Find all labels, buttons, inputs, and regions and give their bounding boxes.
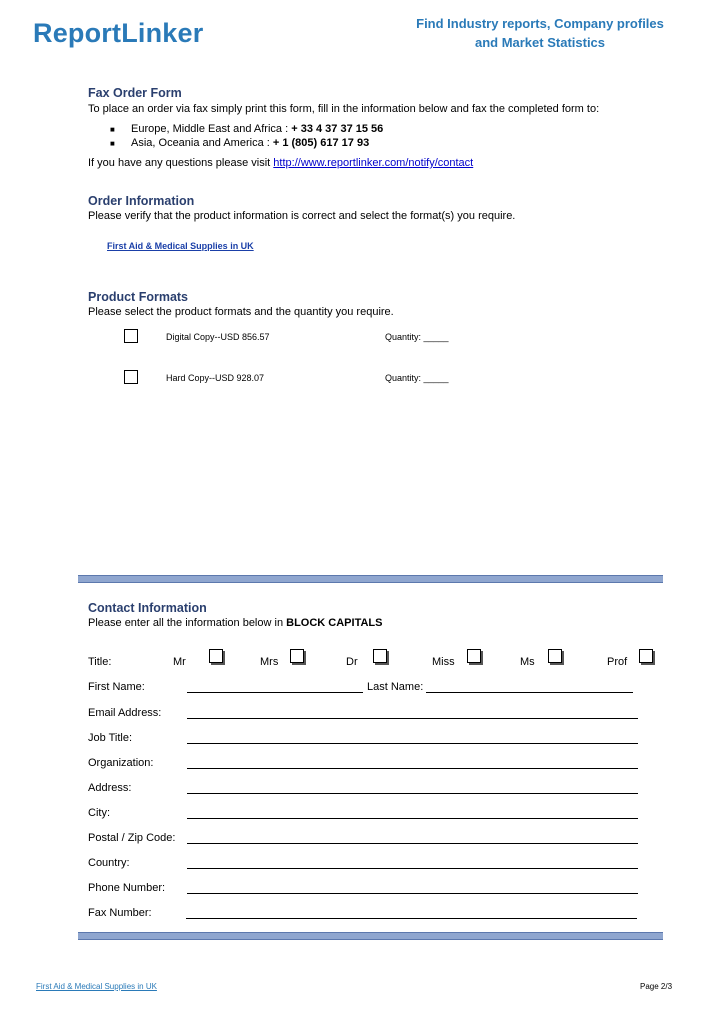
logo: ReportLinker (33, 18, 204, 48)
phone-number-field[interactable] (187, 893, 638, 894)
tagline-line1: Find Industry reports, Company profiles (416, 16, 664, 31)
region1-number: + 33 4 37 37 15 56 (291, 123, 384, 135)
region1-label: Europe, Middle East and Africa : (131, 123, 289, 135)
title-prof-checkbox[interactable] (639, 649, 653, 663)
contact-instruction-prefix: Please enter all the information below in (88, 617, 284, 629)
fax-region-emea (131, 123, 383, 135)
product-link[interactable]: First Aid & Medical Supplies in UK (107, 241, 254, 251)
contact-link[interactable]: http://www.reportlinker.com/notify/contact (273, 157, 474, 169)
fax-region-apac (131, 137, 369, 149)
title-label: Title: (88, 656, 112, 668)
title-option-dr: Dr (346, 656, 358, 668)
footer-page-number: Page 2/3 (640, 982, 673, 991)
title-option-mrs: Mrs (260, 656, 279, 668)
title-dr-checkbox[interactable] (373, 649, 387, 663)
section-divider-bottom (78, 932, 663, 940)
region2-label: Asia, Oceania and America : (131, 137, 270, 149)
title-mrs-checkbox[interactable] (290, 649, 304, 663)
last-name-field[interactable] (426, 692, 633, 693)
job-title-label: Job Title: (88, 732, 133, 744)
tagline-line2: and Market Statistics (474, 35, 606, 50)
country-label: Country: (88, 857, 130, 869)
contact-instruction (88, 617, 382, 629)
last-name-label: Last Name: (367, 681, 424, 693)
region2-number: + 1 (805) 617 17 93 (272, 137, 370, 149)
fax-number-label: Fax Number: (88, 907, 152, 919)
city-label: City: (88, 807, 110, 819)
formats-instruction: Please select the product formats and the quantity you require. (88, 306, 394, 318)
email-label: Email Address: (88, 707, 162, 719)
formats-section-title: Product Formats (88, 290, 189, 304)
address-label: Address: (88, 782, 132, 794)
phone-number-label: Phone Number: (88, 882, 166, 894)
questions-text: If you have any questions please visit (88, 157, 271, 169)
hard-copy-checkbox[interactable] (124, 370, 138, 384)
fax-intro: To place an order via fax simply print this form, fill in the information below and fax the completed form to: (88, 103, 600, 115)
fax-number-field[interactable] (186, 918, 637, 919)
organization-field[interactable] (187, 768, 638, 769)
organization-label: Organization: (88, 757, 154, 769)
hard-copy-label: Hard Copy--USD 928.07 (166, 373, 265, 383)
title-option-mr: Mr (173, 656, 186, 668)
questions-line (88, 157, 473, 169)
title-mr-checkbox[interactable] (209, 649, 223, 663)
bullet-icon: ■ (110, 125, 115, 134)
digital-copy-label: Digital Copy--USD 856.57 (166, 332, 270, 342)
order-section-title: Order Information (88, 194, 195, 208)
digital-copy-checkbox[interactable] (124, 329, 138, 343)
contact-section-title: Contact Information (88, 601, 207, 615)
bullet-icon: ■ (110, 139, 115, 148)
first-name-label: First Name: (88, 681, 145, 693)
title-miss-checkbox[interactable] (467, 649, 481, 663)
city-field[interactable] (187, 818, 638, 819)
section-divider (78, 575, 663, 583)
order-instruction: Please verify that the product information is correct and select the format(s) you require. (88, 210, 516, 222)
title-option-prof: Prof (607, 656, 628, 668)
country-field[interactable] (187, 868, 638, 869)
address-field[interactable] (187, 793, 638, 794)
title-option-miss: Miss (432, 656, 455, 668)
first-name-field[interactable] (187, 692, 363, 693)
digital-copy-quantity[interactable]: Quantity: _____ (385, 332, 449, 342)
job-title-field[interactable] (187, 743, 638, 744)
footer-product[interactable]: First Aid & Medical Supplies in UK (36, 982, 157, 991)
postal-code-label: Postal / Zip Code: (88, 832, 176, 844)
title-option-ms: Ms (520, 656, 535, 668)
postal-code-field[interactable] (187, 843, 638, 844)
email-field[interactable] (187, 718, 638, 719)
title-ms-checkbox[interactable] (548, 649, 562, 663)
hard-copy-quantity[interactable]: Quantity: _____ (385, 373, 449, 383)
contact-instruction-bold: BLOCK CAPITALS (286, 617, 383, 629)
tagline (390, 14, 690, 52)
fax-section-title: Fax Order Form (88, 86, 182, 100)
